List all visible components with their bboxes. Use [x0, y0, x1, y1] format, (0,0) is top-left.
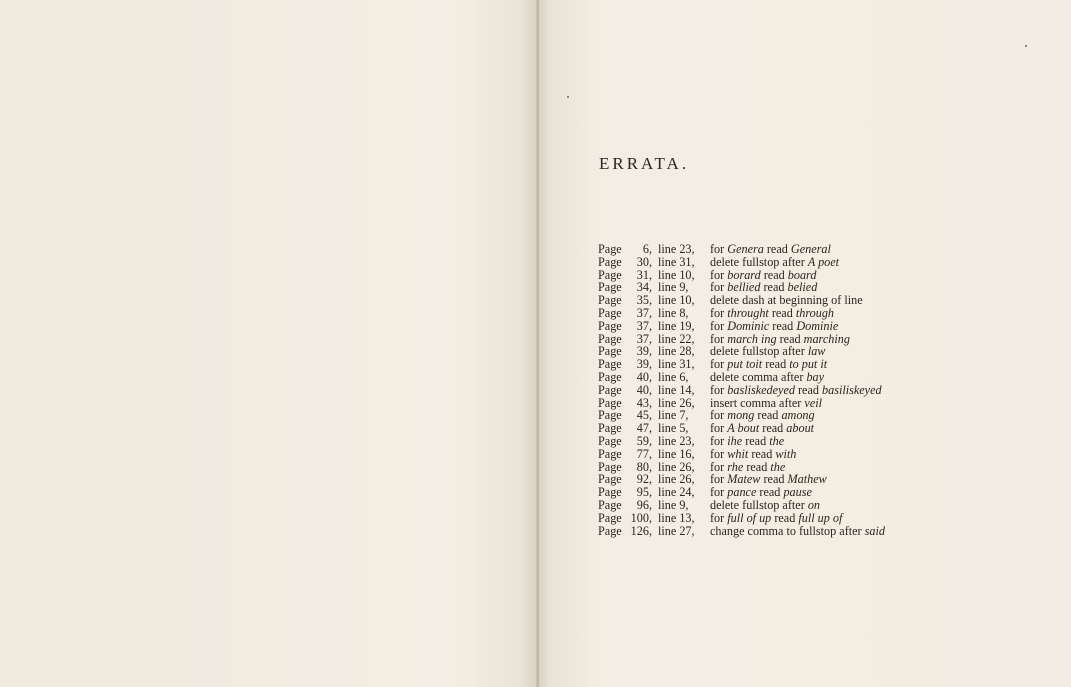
italic-word: Genera	[727, 242, 764, 256]
italic-word: with	[775, 446, 797, 461]
page-word: Page	[598, 305, 622, 320]
page-word: Page	[598, 280, 622, 295]
page-word: Page	[598, 382, 622, 397]
correction-fragment: read	[759, 421, 787, 436]
line-number: line 19,	[658, 318, 695, 333]
correction-fragment: delete dash at beginning of line	[710, 293, 863, 308]
correction-fragment: read	[794, 382, 823, 397]
errata-list	[598, 243, 885, 537]
italic-word: Dominic	[727, 318, 770, 333]
italic-word: Matew	[727, 472, 761, 487]
line-number: line 9,	[658, 280, 689, 295]
correction-fragment: insert comma after	[710, 395, 805, 410]
errata-table	[598, 243, 885, 537]
correction-fragment: read	[748, 446, 776, 461]
line-number: line 14,	[658, 382, 695, 397]
line-number: line 16,	[658, 446, 695, 461]
correction-fragment: for	[710, 510, 728, 525]
page-number: 43,	[636, 395, 652, 410]
correction-fragment: change comma to fullstop after	[710, 523, 865, 538]
line-number: line 13,	[658, 510, 695, 525]
line-number: line 27,	[658, 523, 695, 538]
correction-fragment: for	[710, 318, 728, 333]
line-number: line 5,	[658, 421, 689, 436]
italic-word: bay	[806, 369, 825, 384]
italic-word: throught	[727, 305, 769, 320]
correction-fragment: for	[710, 305, 728, 320]
italic-word: march ing	[727, 331, 777, 346]
correction-fragment: read	[762, 357, 790, 372]
page-number: 80,	[636, 459, 652, 474]
page-number: 45,	[636, 408, 652, 423]
paper-speck	[567, 96, 569, 98]
correction-fragment: for	[710, 280, 728, 295]
page-word: Page	[598, 459, 622, 474]
page-word: Page	[598, 408, 622, 423]
page-word: Page	[598, 446, 622, 461]
italic-word: A bout	[727, 421, 760, 436]
page-number: 59,	[636, 433, 652, 448]
page-number: 6,	[642, 242, 652, 256]
page-number: 30,	[636, 254, 652, 269]
correction-fragment: read	[754, 408, 782, 423]
line-number: line 31,	[658, 357, 695, 372]
line-number: line 26,	[658, 395, 695, 410]
page-word: Page	[598, 331, 622, 346]
line-number: line 26,	[658, 472, 695, 487]
italic-word: pance	[727, 485, 757, 500]
italic-word: Dominie	[796, 318, 839, 333]
correction-fragment: for	[710, 357, 728, 372]
correction-fragment: delete comma after	[710, 369, 807, 384]
italic-word: pause	[783, 485, 812, 500]
correction-fragment: read	[742, 433, 770, 448]
page-word: Page	[598, 523, 622, 538]
page-word: Page	[598, 510, 622, 525]
correction-fragment: read	[760, 267, 788, 282]
italic-word: among	[781, 408, 815, 423]
italic-word: about	[786, 421, 815, 436]
page-word: Page	[598, 344, 622, 359]
correction-fragment: for	[710, 421, 728, 436]
correction-fragment: for	[710, 408, 728, 423]
page-word: Page	[598, 433, 622, 448]
page-number: 39,	[636, 344, 652, 359]
italic-word: law	[807, 344, 826, 359]
line-number: line 23,	[658, 433, 695, 448]
correction-fragment: for	[710, 331, 728, 346]
italic-word: veil	[804, 395, 823, 410]
line-number: line 9,	[658, 497, 689, 512]
correction-fragment: for	[710, 382, 728, 397]
italic-word: rhe	[727, 459, 744, 474]
line-number: line 24,	[658, 485, 695, 500]
page-word: Page	[598, 293, 622, 308]
errata-row	[598, 525, 885, 538]
page-word: Page	[598, 318, 622, 333]
italic-word: belied	[787, 280, 818, 295]
line-number: line 23,	[658, 242, 695, 256]
correction-fragment: read	[776, 331, 804, 346]
correction-fragment: delete fullstop after	[710, 254, 808, 269]
correction-fragment: delete fullstop after	[710, 344, 808, 359]
page-number: 77,	[636, 446, 652, 461]
correction-fragment: read	[760, 280, 788, 295]
page-word: Page	[598, 485, 622, 500]
page-word: Page	[598, 369, 622, 384]
page-number: 92,	[636, 472, 652, 487]
italic-word: through	[795, 305, 835, 320]
italic-word: on	[807, 497, 820, 512]
page-number: 47,	[636, 421, 652, 436]
paper-speck	[1025, 45, 1027, 47]
page-number: 37,	[636, 305, 652, 320]
line-number: line 26,	[658, 459, 695, 474]
page-number: 35,	[636, 293, 652, 308]
italic-word: full up of	[798, 510, 843, 525]
italic-word: basiliskeyed	[822, 382, 882, 397]
errata-title: ERRATA.	[599, 154, 690, 173]
correction-fragment: read	[771, 510, 799, 525]
italic-word: ihe	[727, 433, 743, 448]
italic-word: marching	[803, 331, 850, 346]
correction-fragment: read	[769, 318, 797, 333]
italic-word: General	[790, 242, 831, 256]
line-number: line 31,	[658, 254, 695, 269]
correction-fragment: for	[710, 433, 728, 448]
line-number: line 10,	[658, 293, 695, 308]
correction-fragment: delete fullstop after	[710, 497, 808, 512]
correction-fragment: for	[710, 446, 728, 461]
page-word: Page	[598, 497, 622, 512]
page-number: 96,	[636, 497, 652, 512]
correction-fragment: read	[756, 485, 784, 500]
page-word: Page	[598, 357, 622, 372]
italic-word: board	[787, 267, 817, 282]
line-number: line 22,	[658, 331, 695, 346]
page-word: Page	[598, 472, 622, 487]
page-number: 31,	[636, 267, 652, 282]
correction-fragment: read	[760, 472, 788, 487]
line-number: line 28,	[658, 344, 695, 359]
italic-word: basliskedeyed	[727, 382, 795, 397]
correction-fragment: read	[768, 305, 796, 320]
page-number: 126,	[630, 523, 652, 538]
page-number: 95,	[636, 485, 652, 500]
italic-word: A poet	[807, 254, 840, 269]
correction-fragment: for	[710, 459, 728, 474]
correction-fragment: for	[710, 472, 728, 487]
correction-text	[710, 525, 885, 538]
page-word: Page	[598, 421, 622, 436]
correction-fragment: read	[743, 459, 771, 474]
italic-word: whit	[727, 446, 749, 461]
line-number: line 10,	[658, 267, 695, 282]
italic-word: the	[769, 433, 785, 448]
line-number: line 8,	[658, 305, 689, 320]
page-number: 39,	[636, 357, 652, 372]
correction-fragment: read	[763, 242, 791, 256]
italic-word: mong	[727, 408, 755, 423]
page-word: Page	[598, 242, 622, 256]
page-number: 40,	[636, 382, 652, 397]
italic-word: the	[770, 459, 786, 474]
italic-word: put toit	[727, 357, 763, 372]
page-number: 100,	[630, 510, 652, 525]
page-word: Page	[598, 254, 622, 269]
line-number: line 6,	[658, 369, 689, 384]
page-word: Page	[598, 395, 622, 410]
correction-fragment: for	[710, 485, 728, 500]
correction-fragment: for	[710, 267, 728, 282]
italic-word: Mathew	[787, 472, 827, 487]
line-number: line 7,	[658, 408, 689, 423]
page-word: Page	[598, 267, 622, 282]
page-number: 40,	[636, 369, 652, 384]
page-number: 37,	[636, 318, 652, 333]
page-number: 34,	[636, 280, 652, 295]
italic-word: to put it	[789, 357, 828, 372]
correction-fragment: for	[710, 242, 728, 256]
page-number: 37,	[636, 331, 652, 346]
italic-word: borard	[727, 267, 761, 282]
italic-word: bellied	[727, 280, 761, 295]
italic-word: said	[864, 523, 885, 538]
italic-word: full of up	[727, 510, 772, 525]
